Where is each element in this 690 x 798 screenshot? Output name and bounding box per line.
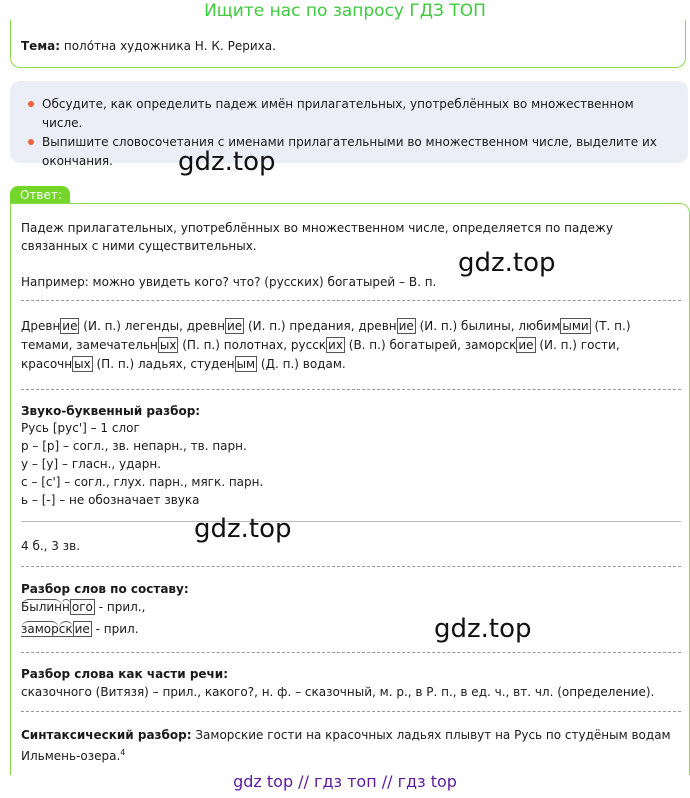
task-box: [10, 81, 688, 168]
sound-line: Русь [рус'] – 1 слог: [21, 421, 140, 435]
ending-box: ых: [159, 338, 177, 352]
sound-line: с – [с'] – согл., глух. парн., мягк. парн.: [21, 475, 264, 489]
composition-word: заморск ие - прил.: [21, 622, 139, 636]
ending-box: ие: [62, 319, 78, 333]
separator: [21, 652, 681, 653]
syntax-title: Синтаксический разбор:: [21, 728, 192, 742]
syntax-text: Заморские гости на красочных ладьях плывут на Русь по студёным водам: [191, 728, 671, 742]
sound-line: р – [р] – согл., зв. непарн., тв. парн.: [21, 439, 247, 453]
phrase: Древн ие (И. п.) легенды,: [21, 319, 187, 333]
footer: gdz top // гдз топ // гдз top: [233, 772, 457, 791]
phrase: древн ие (И. п.) былины,: [358, 319, 519, 333]
syntax-block: [21, 726, 671, 744]
syntax-block-2: [21, 744, 125, 765]
watermark: gdz.top: [434, 614, 532, 644]
ending-box: ым: [236, 357, 256, 371]
root-mark: Былин: [21, 600, 63, 614]
morph-text: сказочного (Витязя) – прил., какого?, н. ф. – сказочный, м. р., в Р. п., в ед. ч., вт. чл. (определение).: [21, 685, 655, 699]
ending-box: ие: [398, 319, 414, 333]
task-item: Выпишите словосочетания с именами прилагательными во множественном числе, выделите их окончания.: [28, 133, 668, 171]
composition-title: Разбор слов по составу:: [21, 582, 189, 596]
watermark: gdz.top: [178, 147, 276, 177]
phrase: любим ыми (Т. п.) темами,: [21, 319, 631, 352]
syntax-text-2: Ильмень-озера.: [21, 749, 121, 763]
composition-word: Былинн ого - прил.,: [21, 600, 146, 614]
suffix-mark: н: [62, 600, 70, 614]
answer-example: Например: можно увидеть кого? что? (русских) богатырей – В. п.: [21, 275, 437, 289]
phrase: древн ие (И. п.) предания,: [186, 319, 359, 333]
morph-title: Разбор слова как части речи:: [21, 667, 228, 681]
phrase: замечательн ых (П. п.) полотнах,: [76, 338, 291, 352]
phrase: ладьях, студен ым (Д. п.) водам.: [138, 357, 346, 371]
theme-value: поло́тна художника Н. К. Рериха.: [63, 39, 276, 53]
separator: [21, 711, 681, 712]
ending-box: ых: [74, 357, 91, 371]
separator: [21, 389, 681, 390]
ending-box: ие: [226, 319, 243, 333]
root-mark: замор: [21, 622, 59, 636]
theme-box: [10, 20, 686, 68]
top-banner: Ищите нас по запросу ГДЗ ТОП: [204, 1, 486, 21]
answer-rule: Падеж прилагательных, употреблённых во множественном числе, определяется по падежу связанных с ними существительных.: [21, 221, 613, 253]
suffix-mark: ск: [58, 622, 73, 636]
footnote-mark: 4: [120, 748, 126, 757]
phrase: русск их (В. п.) богатырей,: [290, 338, 465, 352]
ending-box: ого: [71, 600, 93, 614]
phrase: красочн ых (П. п.): [21, 357, 135, 371]
answer-tab: Ответ:: [10, 186, 70, 204]
task-list: [28, 95, 668, 171]
ending-box: их: [328, 338, 343, 352]
separator: [21, 300, 681, 301]
phrases-block: [21, 317, 671, 374]
sound-title: Звуко-буквенный разбор:: [21, 404, 201, 418]
ending-box: ие: [518, 338, 534, 352]
sound-line: ь – [-] – не обозначает звука: [21, 493, 200, 507]
separator: [21, 566, 681, 567]
ending-box: ие: [74, 622, 90, 636]
watermark: gdz.top: [194, 514, 292, 544]
sound-count: 4 б., 3 зв.: [21, 539, 81, 553]
separator: [21, 521, 681, 522]
sound-line: у – [у] – гласн., ударн.: [21, 457, 162, 471]
theme-text: [21, 39, 276, 53]
ending-box: ыми: [562, 319, 589, 333]
theme-label: Тема:: [21, 39, 61, 53]
task-item: Обсудите, как определить падеж имён прилагательных, употреблённых во множественном числе.: [28, 95, 668, 133]
phrase: заморск ие (И. п.) гости,: [464, 338, 620, 352]
watermark: gdz.top: [458, 248, 556, 278]
